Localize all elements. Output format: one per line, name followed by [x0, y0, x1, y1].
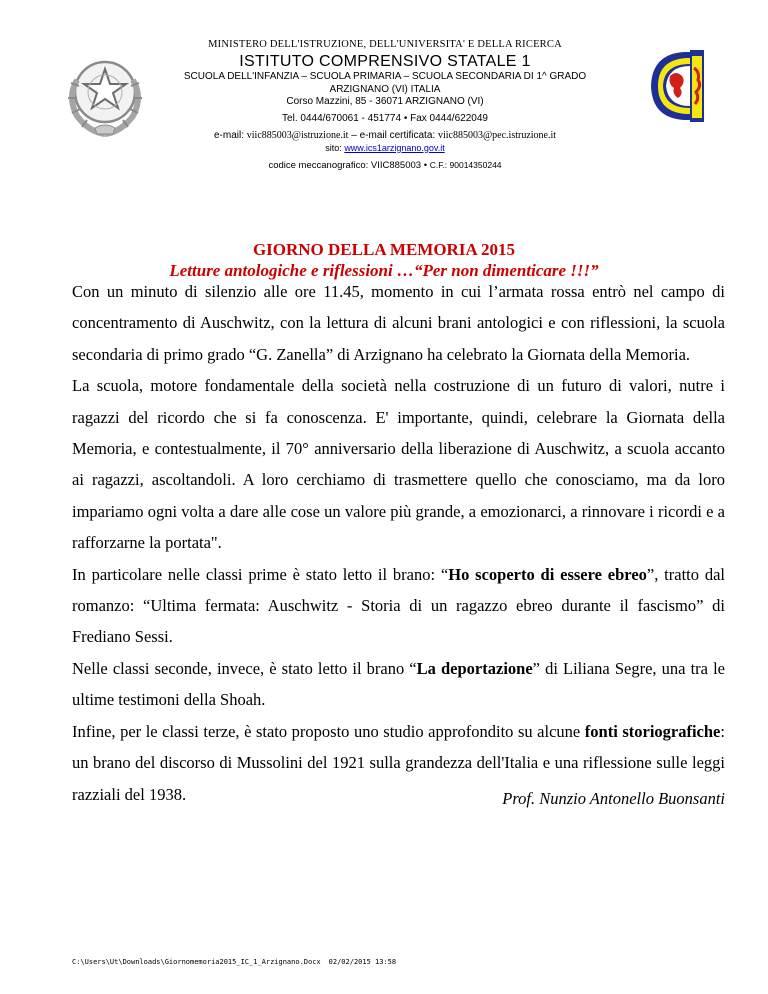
page-footer	[72, 958, 396, 966]
email-line	[150, 129, 620, 143]
email-label: e-mail:	[213, 129, 247, 141]
school-city: ARZIGNANO (VI) ITALIA	[329, 83, 441, 95]
pec-address-link[interactable]: viic885003@pec.istruzione.it	[437, 129, 557, 141]
paragraph-1: Con un minuto di silenzio alle ore 11.45, momento in cui l’armata rossa entrò nel campo di concentramento di Auschwitz, con la lettura di alcuni brani antologici e con riflessioni, la scuola secondaria di primo grado “G. Zanella” di Arzignano ha celebrato la Giornata della Memoria.	[72, 282, 725, 364]
letterhead	[0, 0, 768, 175]
paragraph-5-bold: fonti storiografiche	[584, 721, 721, 741]
document-title: GIORNO DELLA MEMORIA 2015	[252, 240, 516, 259]
email-separator: –	[348, 129, 360, 141]
paragraph-3-bold: Ho scoperto di essere ebreo	[448, 564, 647, 584]
website-link[interactable]: www.ics1arzignano.gov.it	[344, 142, 445, 153]
paragraph-3-text-end: ”, tratto dal romanzo: “Ultima fermata: Auschwitz - Storia di un ragazzo ebreo durante il fascismo” di Frediano Sessi.	[72, 564, 725, 647]
site-label: sito:	[325, 142, 345, 153]
italian-republic-emblem-icon	[55, 42, 155, 142]
pec-label: e-mail certificata:	[359, 129, 438, 141]
paragraph-5-text: Infine, per le classi terze, è stato proposto uno studio approfondito su alcune	[72, 721, 585, 741]
paragraph-3	[72, 559, 725, 653]
paragraph-5-text-end: : un brano del discorso di Mussolini del 1921 sulla grandezza dell'Italia e una riflessione sulle leggi razziali del 1938.	[72, 721, 725, 804]
school-logo-icon	[646, 48, 710, 124]
paragraph-4-text-end: ” di Liliana Segre, una tra le ultime testimoni della Shoah.	[72, 658, 725, 710]
ministry-name: MINISTERO DELL'ISTRUZIONE, DELL'UNIVERSITA' E DELLA RICERCA	[208, 39, 562, 50]
website-line	[150, 143, 620, 154]
document-body	[72, 276, 725, 810]
school-address: Corso Mazzini, 85 - 36071 ARZIGNANO (VI)	[286, 96, 484, 107]
document-subtitle: Letture antologiche e riflessioni …“Per non dimenticare !!!”	[169, 261, 599, 280]
paragraph-4-bold: La deportazione	[416, 658, 533, 678]
school-levels: SCUOLA DELL'INFANZIA – SCUOLA PRIMARIA – SCUOLA SECONDARIA DI 1^ GRADO	[183, 71, 587, 82]
school-name: ISTITUTO COMPRENSIVO STATALE 1	[239, 53, 531, 70]
file-path: C:\Users\Ut\Downloads\Giornomemoria2015_IC_1_Arzignano.Docx	[72, 958, 321, 966]
paragraph-4	[72, 653, 725, 716]
paragraph-2: La scuola, motore fondamentale della società nella costruzione di un futuro di valori, nutre i ragazzi del ricordo che si fa conoscenza. E' importante, quindi, celebrare la Giornata della Memoria, e contestualmente, il 70° anniversario della liberazione di Auschwitz, a scuola accanto ai ragazzi, ascoltandoli. A loro cerchiamo di trasmettere quello che conosciamo, ma da loro impariamo ogni volta a dare alle cose un valore più grande, a emozionarci, a rinnovare i ricordi e a rafforzarne la portata".	[72, 376, 725, 553]
author-signature: Prof. Nunzio Antonello Buonsanti	[502, 789, 725, 808]
email-address-link[interactable]: viic885003@istruzione.it	[246, 129, 349, 141]
codice-meccanografico: codice meccanografico: VIIC885003 •	[268, 159, 430, 171]
phone-fax: Tel. 0444/670061 - 451774 • Fax 0444/622049	[282, 112, 488, 124]
document-title-block	[0, 239, 768, 281]
letterhead-text	[150, 38, 620, 173]
codice-fiscale: C.F.: 90014350244	[429, 159, 502, 170]
paragraph-3-text: In particolare nelle classi prime è stato letto il brano: “	[72, 564, 449, 584]
file-datetime: 02/02/2015 13:58	[328, 958, 397, 966]
codes-line	[150, 158, 620, 173]
paragraph-4-text: Nelle classi seconde, invece, è stato letto il brano “	[72, 658, 417, 678]
